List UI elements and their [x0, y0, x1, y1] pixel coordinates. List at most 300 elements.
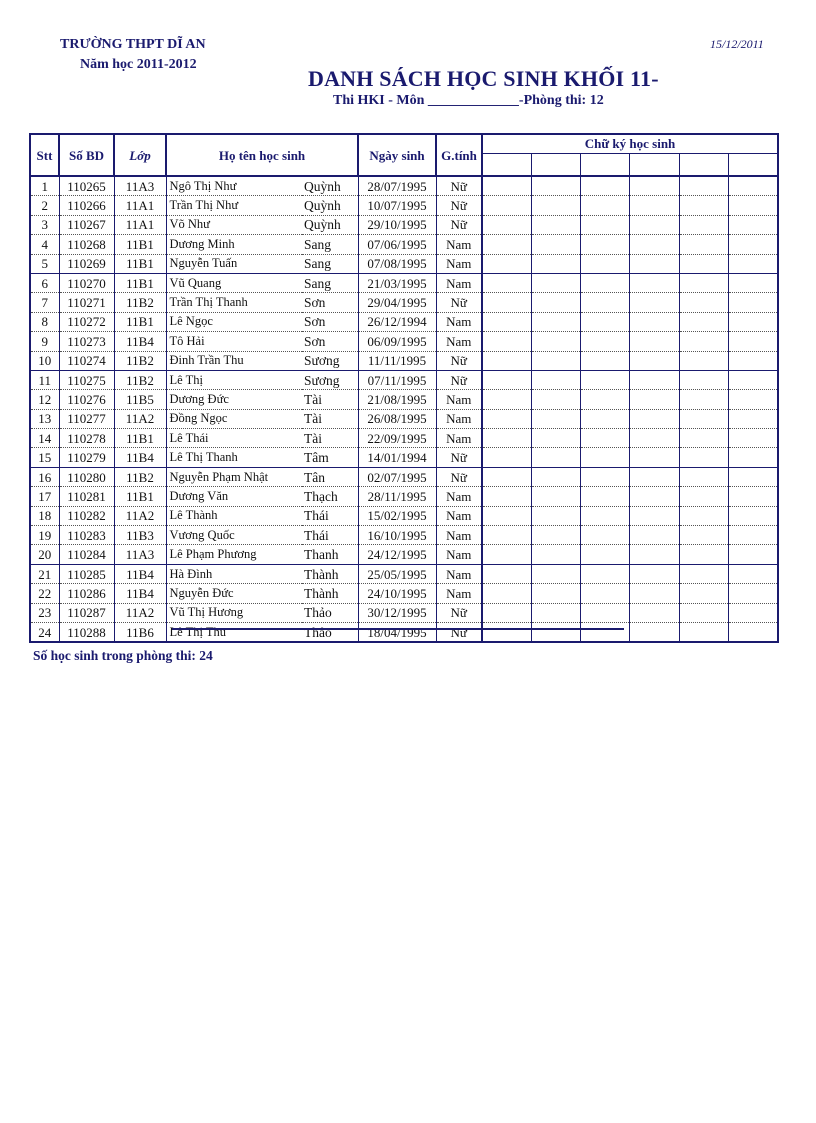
signature-cell[interactable] — [728, 487, 778, 506]
signature-cell[interactable] — [531, 273, 580, 292]
cell-ten: Thảo — [302, 622, 358, 642]
cell-stt: 20 — [30, 545, 59, 564]
cell-stt: 5 — [30, 254, 59, 273]
cell-lop: 11B3 — [114, 526, 166, 545]
signature-cell[interactable] — [629, 506, 679, 525]
signature-cell[interactable] — [482, 487, 531, 506]
signature-cell[interactable] — [580, 312, 629, 331]
cell-gioi-tinh: Nam — [436, 487, 482, 506]
cell-ho-dem: Lê Thành — [166, 506, 302, 525]
cell-stt: 13 — [30, 409, 59, 428]
cell-lop: 11B2 — [114, 351, 166, 370]
signature-cell[interactable] — [629, 235, 679, 254]
col-header-sbd: Số BD — [59, 134, 114, 176]
cell-ten: Thái — [302, 526, 358, 545]
table-row — [30, 487, 778, 506]
cell-ho-dem: Lê Thái — [166, 429, 302, 448]
table-row — [30, 254, 778, 273]
cell-sbd: 110284 — [59, 545, 114, 564]
signature-cell[interactable] — [728, 312, 778, 331]
signature-cell[interactable] — [531, 332, 580, 351]
cell-ngay-sinh: 11/11/1995 — [358, 351, 436, 370]
signature-cell[interactable] — [629, 409, 679, 428]
signature-cell[interactable] — [531, 487, 580, 506]
signature-cell[interactable] — [679, 235, 728, 254]
table-row — [30, 603, 778, 622]
signature-cell[interactable] — [629, 390, 679, 409]
signature-cell[interactable] — [629, 448, 679, 467]
cell-ho-dem: Lê Ngọc — [166, 312, 302, 331]
signature-cell[interactable] — [482, 545, 531, 564]
cell-ho-dem: Lê Thị Thanh — [166, 448, 302, 467]
signature-cell[interactable] — [580, 603, 629, 622]
signature-cell[interactable] — [482, 467, 531, 486]
table-row — [30, 235, 778, 254]
separator-line — [172, 628, 624, 630]
print-date: 15/12/2011 — [710, 37, 764, 51]
signature-cell[interactable] — [728, 293, 778, 312]
cell-stt: 19 — [30, 526, 59, 545]
signature-cell[interactable] — [679, 176, 728, 196]
signature-cell[interactable] — [679, 603, 728, 622]
signature-cell[interactable] — [580, 409, 629, 428]
signature-cell[interactable] — [679, 196, 728, 215]
signature-cell[interactable] — [580, 467, 629, 486]
cell-ngay-sinh: 14/01/1994 — [358, 448, 436, 467]
cell-ngay-sinh: 26/08/1995 — [358, 409, 436, 428]
signature-cell[interactable] — [531, 254, 580, 273]
cell-ho-dem: Vương Quốc — [166, 526, 302, 545]
cell-lop: 11A1 — [114, 215, 166, 234]
signature-cell[interactable] — [531, 293, 580, 312]
signature-cell[interactable] — [482, 273, 531, 292]
cell-ngay-sinh: 29/10/1995 — [358, 215, 436, 234]
signature-cell[interactable] — [629, 622, 679, 642]
signature-cell[interactable] — [728, 429, 778, 448]
cell-ten: Sang — [302, 235, 358, 254]
cell-lop: 11B6 — [114, 622, 166, 642]
cell-ngay-sinh: 25/05/1995 — [358, 564, 436, 583]
signature-cell[interactable] — [679, 487, 728, 506]
cell-ten: Sang — [302, 273, 358, 292]
signature-cell[interactable] — [482, 312, 531, 331]
signature-cell[interactable] — [728, 196, 778, 215]
signature-cell[interactable] — [482, 196, 531, 215]
cell-gioi-tinh: Nữ — [436, 603, 482, 622]
cell-lop: 11B2 — [114, 293, 166, 312]
signature-cell[interactable] — [580, 487, 629, 506]
signature-cell[interactable] — [679, 409, 728, 428]
cell-lop: 11B2 — [114, 467, 166, 486]
signature-cell[interactable] — [482, 448, 531, 467]
signature-cell[interactable] — [728, 351, 778, 370]
cell-gioi-tinh: Nữ — [436, 467, 482, 486]
signature-cell[interactable] — [629, 196, 679, 215]
table-row — [30, 526, 778, 545]
student-roster-table — [29, 133, 779, 643]
cell-sbd: 110273 — [59, 332, 114, 351]
cell-ten: Tài — [302, 390, 358, 409]
col-header-lop — [114, 134, 166, 176]
signature-cell[interactable] — [629, 293, 679, 312]
signature-cell[interactable] — [728, 273, 778, 292]
cell-ngay-sinh: 22/09/1995 — [358, 429, 436, 448]
signature-cell[interactable] — [679, 429, 728, 448]
exam-subtitle: Thi HKI - Môn _____________-Phòng thi: 12 — [333, 93, 604, 108]
cell-lop: 11B1 — [114, 487, 166, 506]
signature-cell[interactable] — [679, 448, 728, 467]
cell-ten: Thảo — [302, 603, 358, 622]
signature-cell[interactable] — [728, 448, 778, 467]
cell-ten: Sơn — [302, 293, 358, 312]
cell-ten: Sơn — [302, 332, 358, 351]
cell-lop: 11B1 — [114, 254, 166, 273]
signature-cell[interactable] — [629, 176, 679, 196]
signature-cell[interactable] — [629, 584, 679, 603]
signature-cell[interactable] — [728, 390, 778, 409]
cell-ho-dem: Vũ Thị Hương — [166, 603, 302, 622]
signature-cell[interactable] — [531, 526, 580, 545]
table-row — [30, 448, 778, 467]
signature-cell[interactable] — [580, 176, 629, 196]
cell-stt: 6 — [30, 273, 59, 292]
cell-ho-dem: Nguyễn Tuấn — [166, 254, 302, 273]
cell-ten: Thạch — [302, 487, 358, 506]
cell-stt: 3 — [30, 215, 59, 234]
table-row — [30, 351, 778, 370]
sig-header-cell — [531, 154, 580, 176]
cell-ten: Quỳnh — [302, 215, 358, 234]
signature-cell[interactable] — [580, 196, 629, 215]
signature-cell[interactable] — [728, 467, 778, 486]
cell-lop: 11A2 — [114, 603, 166, 622]
signature-cell[interactable] — [482, 332, 531, 351]
cell-stt: 1 — [30, 176, 59, 196]
cell-sbd: 110278 — [59, 429, 114, 448]
signature-cell[interactable] — [531, 235, 580, 254]
signature-cell[interactable] — [728, 235, 778, 254]
signature-cell[interactable] — [728, 603, 778, 622]
cell-ho-dem: Lê Thị — [166, 370, 302, 389]
signature-cell[interactable] — [629, 312, 679, 331]
signature-cell[interactable] — [728, 215, 778, 234]
signature-cell[interactable] — [482, 254, 531, 273]
signature-cell[interactable] — [482, 370, 531, 389]
col-header-stt: Stt — [30, 134, 59, 176]
signature-cell[interactable] — [580, 429, 629, 448]
signature-cell[interactable] — [531, 351, 580, 370]
table-row — [30, 332, 778, 351]
signature-cell[interactable] — [580, 293, 629, 312]
signature-cell[interactable] — [580, 545, 629, 564]
cell-gioi-tinh: Nữ — [436, 370, 482, 389]
cell-lop: 11A2 — [114, 409, 166, 428]
signature-cell[interactable] — [728, 332, 778, 351]
table-row — [30, 622, 778, 642]
signature-cell[interactable] — [531, 429, 580, 448]
signature-cell[interactable] — [679, 370, 728, 389]
cell-sbd: 110286 — [59, 584, 114, 603]
signature-cell[interactable] — [531, 215, 580, 234]
cell-sbd: 110270 — [59, 273, 114, 292]
signature-cell[interactable] — [531, 622, 580, 642]
signature-cell[interactable] — [629, 332, 679, 351]
cell-ho-dem: Trần Thị Thanh — [166, 293, 302, 312]
signature-cell[interactable] — [580, 448, 629, 467]
cell-gioi-tinh: Nam — [436, 409, 482, 428]
col-header-ngaysinh: Ngày sinh — [358, 134, 436, 176]
cell-lop: 11B4 — [114, 584, 166, 603]
signature-cell[interactable] — [531, 448, 580, 467]
signature-cell[interactable] — [580, 254, 629, 273]
signature-cell[interactable] — [482, 390, 531, 409]
signature-cell[interactable] — [580, 273, 629, 292]
cell-stt: 10 — [30, 351, 59, 370]
cell-ngay-sinh: 29/04/1995 — [358, 293, 436, 312]
signature-cell[interactable] — [679, 390, 728, 409]
signature-cell[interactable] — [531, 506, 580, 525]
cell-lop: 11B1 — [114, 312, 166, 331]
cell-gioi-tinh: Nữ — [436, 293, 482, 312]
cell-ngay-sinh: 21/08/1995 — [358, 390, 436, 409]
cell-ho-dem: Vũ Quang — [166, 273, 302, 292]
signature-cell[interactable] — [482, 429, 531, 448]
signature-cell[interactable] — [629, 273, 679, 292]
signature-cell[interactable] — [580, 370, 629, 389]
signature-cell[interactable] — [482, 526, 531, 545]
sig-header-cell — [728, 154, 778, 176]
signature-cell[interactable] — [580, 506, 629, 525]
signature-cell[interactable] — [531, 584, 580, 603]
signature-cell[interactable] — [629, 351, 679, 370]
signature-cell[interactable] — [728, 564, 778, 583]
signature-cell[interactable] — [531, 545, 580, 564]
table-row — [30, 390, 778, 409]
cell-ho-dem: Tô Hải — [166, 332, 302, 351]
signature-cell[interactable] — [629, 467, 679, 486]
signature-cell[interactable] — [679, 351, 728, 370]
signature-cell[interactable] — [531, 409, 580, 428]
cell-ten: Quỳnh — [302, 176, 358, 196]
signature-cell[interactable] — [679, 273, 728, 292]
signature-cell[interactable] — [629, 526, 679, 545]
cell-ho-dem: Đồng Ngọc — [166, 409, 302, 428]
signature-cell[interactable] — [580, 584, 629, 603]
cell-ho-dem: Lê Phạm Phương — [166, 545, 302, 564]
signature-cell[interactable] — [531, 603, 580, 622]
signature-cell[interactable] — [629, 254, 679, 273]
cell-stt: 24 — [30, 622, 59, 642]
signature-cell[interactable] — [482, 584, 531, 603]
signature-cell[interactable] — [679, 545, 728, 564]
signature-cell[interactable] — [531, 370, 580, 389]
cell-gioi-tinh: Nam — [436, 526, 482, 545]
cell-ten: Sương — [302, 370, 358, 389]
signature-cell[interactable] — [580, 622, 629, 642]
signature-cell[interactable] — [482, 506, 531, 525]
page-title: DANH SÁCH HỌC SINH KHỐI 11- — [308, 66, 659, 91]
cell-stt: 2 — [30, 196, 59, 215]
signature-cell[interactable] — [679, 584, 728, 603]
cell-sbd: 110268 — [59, 235, 114, 254]
signature-cell[interactable] — [531, 196, 580, 215]
signature-cell[interactable] — [580, 390, 629, 409]
col-header-chuky: Chữ ký học sinh — [482, 134, 778, 154]
signature-cell[interactable] — [728, 370, 778, 389]
signature-cell[interactable] — [679, 526, 728, 545]
cell-stt: 4 — [30, 235, 59, 254]
cell-ngay-sinh: 07/06/1995 — [358, 235, 436, 254]
cell-gioi-tinh: Nữ — [436, 622, 482, 642]
table-row — [30, 273, 778, 292]
signature-cell[interactable] — [580, 332, 629, 351]
signature-cell[interactable] — [728, 506, 778, 525]
student-count: Số học sinh trong phòng thi: 24 — [33, 648, 213, 663]
signature-cell[interactable] — [482, 293, 531, 312]
sig-header-cell — [679, 154, 728, 176]
cell-ho-dem: Dương Đức — [166, 390, 302, 409]
signature-cell[interactable] — [679, 506, 728, 525]
cell-sbd: 110283 — [59, 526, 114, 545]
signature-cell[interactable] — [679, 622, 728, 642]
cell-ngay-sinh: 02/07/1995 — [358, 467, 436, 486]
cell-sbd: 110267 — [59, 215, 114, 234]
signature-cell[interactable] — [531, 312, 580, 331]
cell-gioi-tinh: Nữ — [436, 215, 482, 234]
table-row — [30, 506, 778, 525]
signature-cell[interactable] — [580, 564, 629, 583]
roster-body — [30, 176, 778, 642]
signature-cell[interactable] — [629, 564, 679, 583]
signature-cell[interactable] — [728, 409, 778, 428]
cell-ho-dem: Hà Đình — [166, 564, 302, 583]
signature-cell[interactable] — [629, 487, 679, 506]
cell-stt: 7 — [30, 293, 59, 312]
signature-cell[interactable] — [728, 176, 778, 196]
cell-lop: 11B1 — [114, 429, 166, 448]
cell-stt: 11 — [30, 370, 59, 389]
cell-gioi-tinh: Nữ — [436, 351, 482, 370]
table-row — [30, 429, 778, 448]
table-row — [30, 409, 778, 428]
signature-cell[interactable] — [629, 429, 679, 448]
col-header-hoten: Họ tên học sinh — [166, 134, 358, 176]
cell-ngay-sinh: 24/12/1995 — [358, 545, 436, 564]
cell-ten: Thái — [302, 506, 358, 525]
signature-cell[interactable] — [679, 332, 728, 351]
school-year: Năm học 2011-2012 — [80, 57, 197, 72]
signature-cell[interactable] — [580, 526, 629, 545]
cell-sbd: 110275 — [59, 370, 114, 389]
cell-ten: Tài — [302, 429, 358, 448]
signature-cell[interactable] — [482, 235, 531, 254]
cell-lop: 11A1 — [114, 196, 166, 215]
cell-stt: 21 — [30, 564, 59, 583]
cell-sbd: 110287 — [59, 603, 114, 622]
cell-stt: 14 — [30, 429, 59, 448]
cell-sbd: 110281 — [59, 487, 114, 506]
cell-ngay-sinh: 07/11/1995 — [358, 370, 436, 389]
signature-cell[interactable] — [531, 176, 580, 196]
cell-lop: 11B4 — [114, 448, 166, 467]
cell-lop: 11B5 — [114, 390, 166, 409]
signature-cell[interactable] — [629, 370, 679, 389]
signature-cell[interactable] — [482, 176, 531, 196]
table-row — [30, 467, 778, 486]
cell-ho-dem: Nguyễn Đức — [166, 584, 302, 603]
signature-cell[interactable] — [629, 603, 679, 622]
signature-cell[interactable] — [679, 254, 728, 273]
signature-cell[interactable] — [482, 564, 531, 583]
cell-gioi-tinh: Nam — [436, 332, 482, 351]
signature-cell[interactable] — [531, 390, 580, 409]
signature-cell[interactable] — [728, 584, 778, 603]
cell-stt: 18 — [30, 506, 59, 525]
signature-cell[interactable] — [629, 215, 679, 234]
table-row — [30, 584, 778, 603]
cell-stt: 9 — [30, 332, 59, 351]
cell-ten: Tâm — [302, 448, 358, 467]
cell-sbd: 110269 — [59, 254, 114, 273]
signature-cell[interactable] — [482, 215, 531, 234]
cell-sbd: 110288 — [59, 622, 114, 642]
cell-ngay-sinh: 26/12/1994 — [358, 312, 436, 331]
table-row — [30, 176, 778, 196]
cell-ho-dem: Trần Thị Như — [166, 196, 302, 215]
signature-cell[interactable] — [482, 622, 531, 642]
signature-cell[interactable] — [482, 351, 531, 370]
signature-cell[interactable] — [679, 564, 728, 583]
signature-cell[interactable] — [580, 351, 629, 370]
signature-cell[interactable] — [531, 564, 580, 583]
signature-cell[interactable] — [679, 215, 728, 234]
cell-stt: 8 — [30, 312, 59, 331]
cell-sbd: 110285 — [59, 564, 114, 583]
cell-gioi-tinh: Nam — [436, 429, 482, 448]
cell-lop: 11A2 — [114, 506, 166, 525]
signature-cell[interactable] — [531, 467, 580, 486]
signature-cell[interactable] — [580, 235, 629, 254]
table-row — [30, 215, 778, 234]
signature-cell[interactable] — [482, 409, 531, 428]
signature-cell[interactable] — [629, 545, 679, 564]
cell-gioi-tinh: Nữ — [436, 196, 482, 215]
cell-ten: Tài — [302, 409, 358, 428]
signature-cell[interactable] — [679, 293, 728, 312]
cell-gioi-tinh: Nam — [436, 235, 482, 254]
sig-header-cell — [482, 154, 531, 176]
signature-cell[interactable] — [728, 622, 778, 642]
table-row — [30, 312, 778, 331]
signature-cell[interactable] — [728, 526, 778, 545]
cell-gioi-tinh: Nữ — [436, 448, 482, 467]
cell-gioi-tinh: Nam — [436, 254, 482, 273]
cell-sbd: 110276 — [59, 390, 114, 409]
col-header-gioitinh: G.tính — [436, 134, 482, 176]
signature-cell[interactable] — [679, 467, 728, 486]
signature-cell[interactable] — [728, 545, 778, 564]
signature-cell[interactable] — [482, 603, 531, 622]
cell-ngay-sinh: 24/10/1995 — [358, 584, 436, 603]
signature-cell[interactable] — [679, 312, 728, 331]
cell-gioi-tinh: Nam — [436, 564, 482, 583]
cell-gioi-tinh: Nam — [436, 506, 482, 525]
signature-cell[interactable] — [580, 215, 629, 234]
cell-ngay-sinh: 06/09/1995 — [358, 332, 436, 351]
cell-ten: Sơn — [302, 312, 358, 331]
cell-ho-dem: Dương Văn — [166, 487, 302, 506]
signature-cell[interactable] — [728, 254, 778, 273]
